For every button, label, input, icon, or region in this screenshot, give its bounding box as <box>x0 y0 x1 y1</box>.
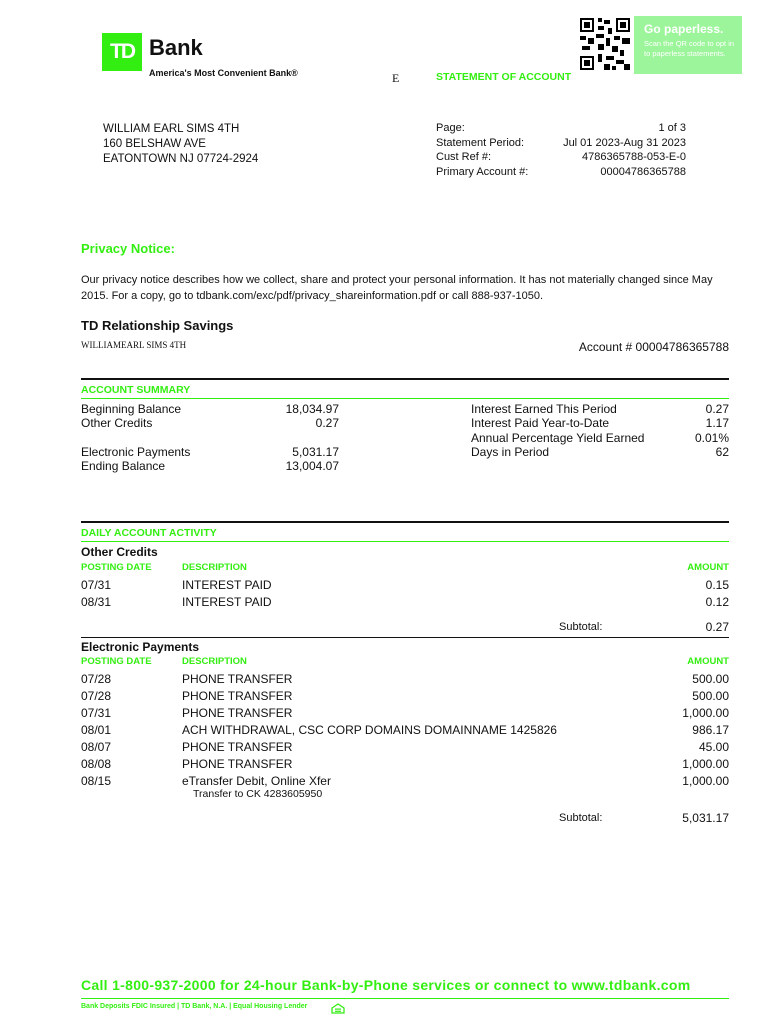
product-title: TD Relationship Savings <box>81 318 234 333</box>
table-row <box>81 671 729 688</box>
table-row <box>81 577 729 594</box>
tx-amount: 986.17 <box>692 723 729 737</box>
table-row <box>81 722 729 739</box>
divider <box>81 998 729 999</box>
tx-date: 07/28 <box>81 689 112 703</box>
payments-table <box>81 671 729 790</box>
meta-row <box>436 165 686 180</box>
summary-label: Interest Earned This Period <box>471 402 617 416</box>
summary-row <box>81 416 339 430</box>
customer-street: 160 BELSHAW AVE <box>103 138 206 150</box>
statement-title: STATEMENT OF ACCOUNT <box>436 71 572 83</box>
tx-desc: PHONE TRANSFER <box>182 706 293 720</box>
summary-value: 0.27 <box>705 402 729 416</box>
summary-row <box>471 431 729 445</box>
summary-value: 5,031.17 <box>292 444 339 459</box>
account-number: Account # 00004786365788 <box>578 340 729 354</box>
divider <box>81 521 729 523</box>
summary-label: Annual Percentage Yield Earned <box>471 430 645 445</box>
divider <box>81 637 729 638</box>
tx-amount: 500.00 <box>692 672 729 686</box>
summary-row-spacer <box>81 431 339 445</box>
meta-label: Primary Account #: <box>436 165 529 178</box>
meta-row <box>436 136 686 151</box>
tx-desc: INTEREST PAID <box>182 595 272 609</box>
subtotal-label: Subtotal: <box>559 812 603 824</box>
col-amount: AMOUNT <box>687 562 729 573</box>
footer-fdic-text: Bank Deposits FDIC Insured | TD Bank, N.A. | Equal Housing Lender <box>81 1003 308 1010</box>
customer-name: WILLIAM EARL SIMS 4TH <box>103 123 240 135</box>
meta-label: Cust Ref #: <box>436 151 492 163</box>
summary-heading: ACCOUNT SUMMARY <box>81 384 191 396</box>
activity-heading: DAILY ACCOUNT ACTIVITY <box>81 527 217 539</box>
summary-row <box>471 445 729 459</box>
summary-row <box>471 402 729 416</box>
tx-amount: 1,000.00 <box>682 774 729 788</box>
divider <box>81 541 729 542</box>
equal-housing-icon <box>331 1003 345 1014</box>
summary-row <box>81 445 339 459</box>
meta-value: 4786365788-053-E-0 <box>582 151 686 163</box>
tx-date: 08/01 <box>81 723 112 737</box>
tx-desc: INTEREST PAID <box>182 578 272 592</box>
meta-label: Page: <box>436 122 465 134</box>
tx-desc: PHONE TRANSFER <box>182 740 293 754</box>
divider <box>81 398 729 399</box>
qr-code-icon[interactable] <box>580 18 630 70</box>
tx-amount: 500.00 <box>692 689 729 703</box>
tx-desc: PHONE TRANSFER <box>182 757 293 771</box>
tx-desc: ACH WITHDRAWAL, CSC CORP DOMAINS DOMAINNAME 1425826 <box>182 723 557 737</box>
promo-title: Go paperless. <box>644 22 724 36</box>
table-row <box>81 739 729 756</box>
meta-value: 1 of 3 <box>658 122 686 134</box>
tx-date: 08/07 <box>81 740 112 754</box>
summary-label: Other Credits <box>81 416 153 431</box>
summary-row <box>81 459 339 473</box>
tx-date: 07/28 <box>81 672 112 686</box>
customer-city: EATONTOWN NJ 07724-2924 <box>103 153 259 165</box>
col-description: DESCRIPTION <box>182 562 247 573</box>
subtotal-label: Subtotal: <box>559 621 603 633</box>
tx-desc: PHONE TRANSFER <box>182 689 293 703</box>
table-row <box>81 594 729 611</box>
statement-code-mark: E <box>392 71 400 85</box>
tx-desc: PHONE TRANSFER <box>182 672 293 686</box>
meta-row <box>436 121 686 136</box>
col-posting-date: POSTING DATE <box>81 562 152 573</box>
tx-amount: 0.15 <box>705 578 729 592</box>
logo-tagline: America's Most Convenient Bank® <box>149 68 298 78</box>
col-amount: AMOUNT <box>687 656 729 667</box>
summary-label: Ending Balance <box>81 459 166 474</box>
col-posting-date: POSTING DATE <box>81 656 152 667</box>
tx-amount: 0.12 <box>705 595 729 609</box>
table-row <box>81 756 729 773</box>
summary-label: Interest Paid Year-to-Date <box>471 416 610 431</box>
footer-call-text: Call 1-800-937-2000 for 24-hour Bank-by-Phone services or connect to www.tdbank.com <box>81 977 691 993</box>
account-holder: WILLIAMEARL SIMS 4TH <box>81 340 187 350</box>
summary-value: 18,034.97 <box>285 402 339 416</box>
payments-group-title: Electronic Payments <box>81 640 200 654</box>
tx-amount: 1,000.00 <box>682 706 729 720</box>
tx-desc: eTransfer Debit, Online Xfer <box>182 774 331 788</box>
customer-address <box>103 122 258 167</box>
table-row <box>81 705 729 722</box>
tx-date: 07/31 <box>81 578 112 592</box>
tx-date: 07/31 <box>81 706 112 720</box>
col-description: DESCRIPTION <box>182 656 247 667</box>
privacy-heading: Privacy Notice: <box>81 241 175 256</box>
summary-value: 62 <box>715 444 729 459</box>
credits-table <box>81 577 729 611</box>
tx-amount: 1,000.00 <box>682 757 729 771</box>
summary-value: 1.17 <box>705 416 729 431</box>
tx-note: Transfer to CK 4283605950 <box>193 788 323 800</box>
logo-bank-name: Bank <box>149 35 203 60</box>
summary-row <box>81 402 339 416</box>
tx-date: 08/08 <box>81 757 112 771</box>
credits-subtotal: 0.27 <box>705 620 729 634</box>
td-logo-mark: TD <box>102 33 142 71</box>
summary-label: Days in Period <box>471 444 550 459</box>
summary-right <box>471 402 729 459</box>
promo-text: Scan the QR code to opt in to paperless statements. <box>644 39 735 58</box>
meta-label: Statement Period: <box>436 136 525 149</box>
summary-label: Beginning Balance <box>81 402 182 416</box>
paperless-promo[interactable] <box>634 16 742 74</box>
summary-left <box>81 402 339 473</box>
meta-row <box>436 150 686 165</box>
payments-subtotal: 5,031.17 <box>682 811 729 825</box>
tx-date: 08/15 <box>81 774 112 788</box>
meta-value: Jul 01 2023-Aug 31 2023 <box>563 136 686 149</box>
statement-meta <box>436 121 686 179</box>
summary-value: 0.27 <box>315 416 339 431</box>
divider <box>81 378 729 380</box>
summary-row <box>471 416 729 430</box>
summary-label: Electronic Payments <box>81 444 191 459</box>
privacy-text: Our privacy notice describes how we collect, share and protect your personal information. It has not materially changed since May 2015. For a copy, go to tdbank.com/exc/pdf/privacy_shareinformation.pdf or call 888-937-1050. <box>81 274 713 302</box>
tx-date: 08/31 <box>81 595 112 609</box>
table-row <box>81 773 729 790</box>
table-row <box>81 688 729 705</box>
credits-group-title: Other Credits <box>81 545 158 559</box>
summary-value: 13,004.07 <box>285 459 339 474</box>
summary-value: 0.01% <box>694 430 729 445</box>
tx-amount: 45.00 <box>698 740 729 754</box>
meta-value: 00004786365788 <box>600 165 686 178</box>
